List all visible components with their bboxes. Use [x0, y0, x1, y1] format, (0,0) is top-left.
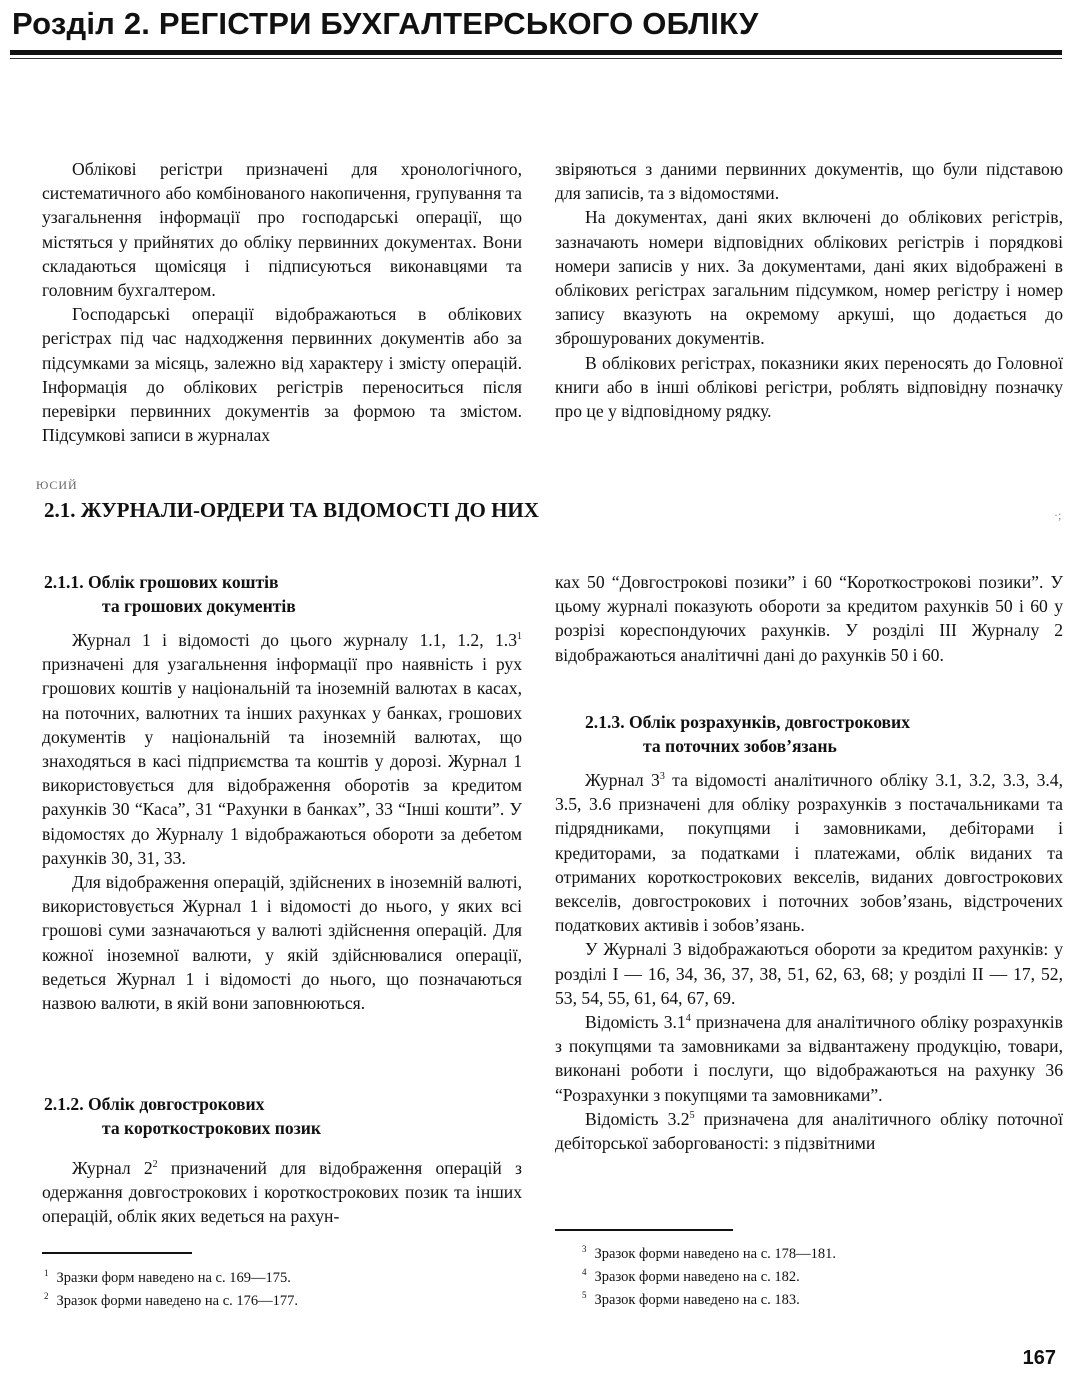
footnote-rule-left [42, 1252, 192, 1254]
paragraph: Для відображення операцій, здійснених в іноземній валюті, використовується Журнал 1 і відомості до нього, у яких всі грошові суми зазначаються у валюті здійснення операцій. Для кожної іноземної валюти, у якій здійснювалися операції, ведеться Журнал 1 і відомості до нього, що позначаються назвою валюти, в якій вони заповнюються. [42, 872, 522, 1014]
heading-line: 2.1.3. Облік розрахунків, довгострокових [585, 712, 910, 732]
paragraph: На документах, дані яких включені до облікових регістрів, зазначають номери відповідних облікових регістрів і порядкові номери записів у них. За документами, дані яких відображені в облікових регістрах загальним підсумком, номер регістру і номер запису вказують на окремому аркуші, що додається до зброшурованих документів. [555, 207, 1063, 349]
subsection-heading-2-1-2 [44, 1092, 321, 1140]
footnote-rule-right [555, 1229, 733, 1231]
body-left-column [42, 628, 522, 1015]
scan-artifact-mark: ЮСИЙ [36, 478, 78, 492]
footnote: $^4$ Зразок форми наведено на с. 182. [582, 1267, 800, 1285]
paragraph: Журнал $2^2$ призначений для відображення операцій з одержання довгострокових і короткострокових позик та інших операцій, облік яких ведеться на рахун- [42, 1158, 522, 1227]
paragraph: В облікових регістрах, показники яких переносять до Головної книги або в інші облікові регістри, роблять відповідну позначку про це у відповідному рядку. [555, 352, 1063, 422]
paragraph: Облікові регістри призначені для хронологічного, систематичного або комбінованого накопичення, групування та узагальнення інформації про господарські операції, що містяться у прийнятих до обліку первинних документах. Вони складаються щомісяця і підписуються виконавцями та головним бухгалтером. [42, 159, 522, 301]
intro-right-column [555, 157, 1063, 423]
footnote: $^1$ Зразки форм наведено на с. 169—175. [44, 1268, 291, 1286]
header-rule-thin [10, 58, 1062, 59]
paragraph: Журнал $3^3$ та відомості аналітичного обліку 3.1, 3.2, 3.3, 3.4, 3.5, 3.6 призначені для обліку розрахунків з постачальниками та підрядниками, покупцями і замовниками, дебіторами і кредиторами, за податками і платежами, облік виданих та отриманих короткострокових векселів, виданих довгострокових векселів, довгострокових і поточних зобов’язань, відстрочених податкових активів і зобов’язань. [555, 770, 1063, 936]
paragraph: Господарські операції відображаються в облікових регістрах під час надходження первинних документів або за підсумками за місяць, залежно від характеру і змісту операцій. Інформація до облікових регістрів переноситься після перевірки первинних документів за формою та змістом. Підсумкові записи в журналах [42, 304, 522, 446]
footnote: $^5$ Зразок форми наведено на с. 183. [582, 1290, 800, 1308]
footnote: $^3$ Зразок форми наведено на с. 178—181. [582, 1244, 837, 1262]
chapter-title: Розділ 2. РЕГІСТРИ БУХГАЛТЕРСЬКОГО ОБЛІКУ [12, 6, 759, 41]
heading-line: 2.1.2. Облік довгострокових [44, 1094, 265, 1114]
intro-left-column [42, 157, 522, 447]
paragraph: ках 50 “Довгострокові позики” і 60 “Короткострокові позики”. У цьому журналі показують обороти за кредитом рахунків 50 і 60 у розрізі кореспондуючих рахунків. У розділі III Журналу 2 відображаються аналітичні дані до рахунків 50 і 60. [555, 572, 1063, 665]
paragraph: Відомість $3.1^4$ призначена для аналітичного обліку розрахунків з покупцями та замовниками за відвантажену продукцію, товари, виконані роботи і послуги, що відображаються на рахунку 36 “Розрахунки з покупцями та замовниками”. [555, 1012, 1063, 1105]
paragraph: Журнал 1 і відомості до цього журналу 1.1, 1.2, $1.3^1$ призначені для узагальнення інформації про наявність і рух грошових коштів у національній та іноземній валютах в касах, на поточних, валютних та інших рахунках у банках, грошових документів у національній та іноземній валютах, що знаходяться в касі підприємства та коштів у дорозі. Журнал 1 використовується для відображення оборотів за кредитом рахунків 30 “Каса”, 31 “Рахунки в банках”, 33 “Інші кошти”. У відомостях до Журналу 1 відображаються обороти за дебетом рахунків 30, 31, 33. [42, 630, 522, 868]
heading-line: та поточних зобов’язань [643, 736, 837, 756]
body-right-column [555, 570, 1063, 667]
subsection-heading-2-1-3 [585, 710, 910, 758]
heading-line: та короткострокових позик [102, 1118, 322, 1138]
header-rule-thick [10, 50, 1062, 55]
heading-line: та грошових документів [102, 596, 296, 616]
heading-line: 2.1.1. Облік грошових коштів [44, 572, 279, 592]
paragraph: У Журналі 3 відображаються обороти за кредитом рахунків: у розділі I — 16, 34, 36, 37, 38, 51, 62, 63, 68; у розділі II — 17, 52, 53, 54, 55, 61, 64, 67, 69. [555, 939, 1063, 1008]
footnote: $^2$ Зразок форми наведено на с. 176—177. [44, 1291, 299, 1309]
section-title: 2.1. ЖУРНАЛИ-ОРДЕРИ ТА ВІДОМОСТІ ДО НИХ [44, 498, 539, 522]
paragraph: Відомість $3.2^5$ призначена для аналітичного обліку поточної дебіторської заборгованості: з підзвітними [555, 1108, 1063, 1154]
body-left-column-2 [42, 1156, 522, 1229]
page-number: 167 [1022, 1347, 1056, 1369]
body-right-column-2 [555, 768, 1063, 1155]
paragraph: звіряються з даними первинних документів, що були підставою для записів, та з відомостями. [555, 159, 1063, 204]
subsection-heading-2-1-1 [44, 570, 296, 618]
scan-artifact-dot: ·; [1054, 508, 1062, 522]
